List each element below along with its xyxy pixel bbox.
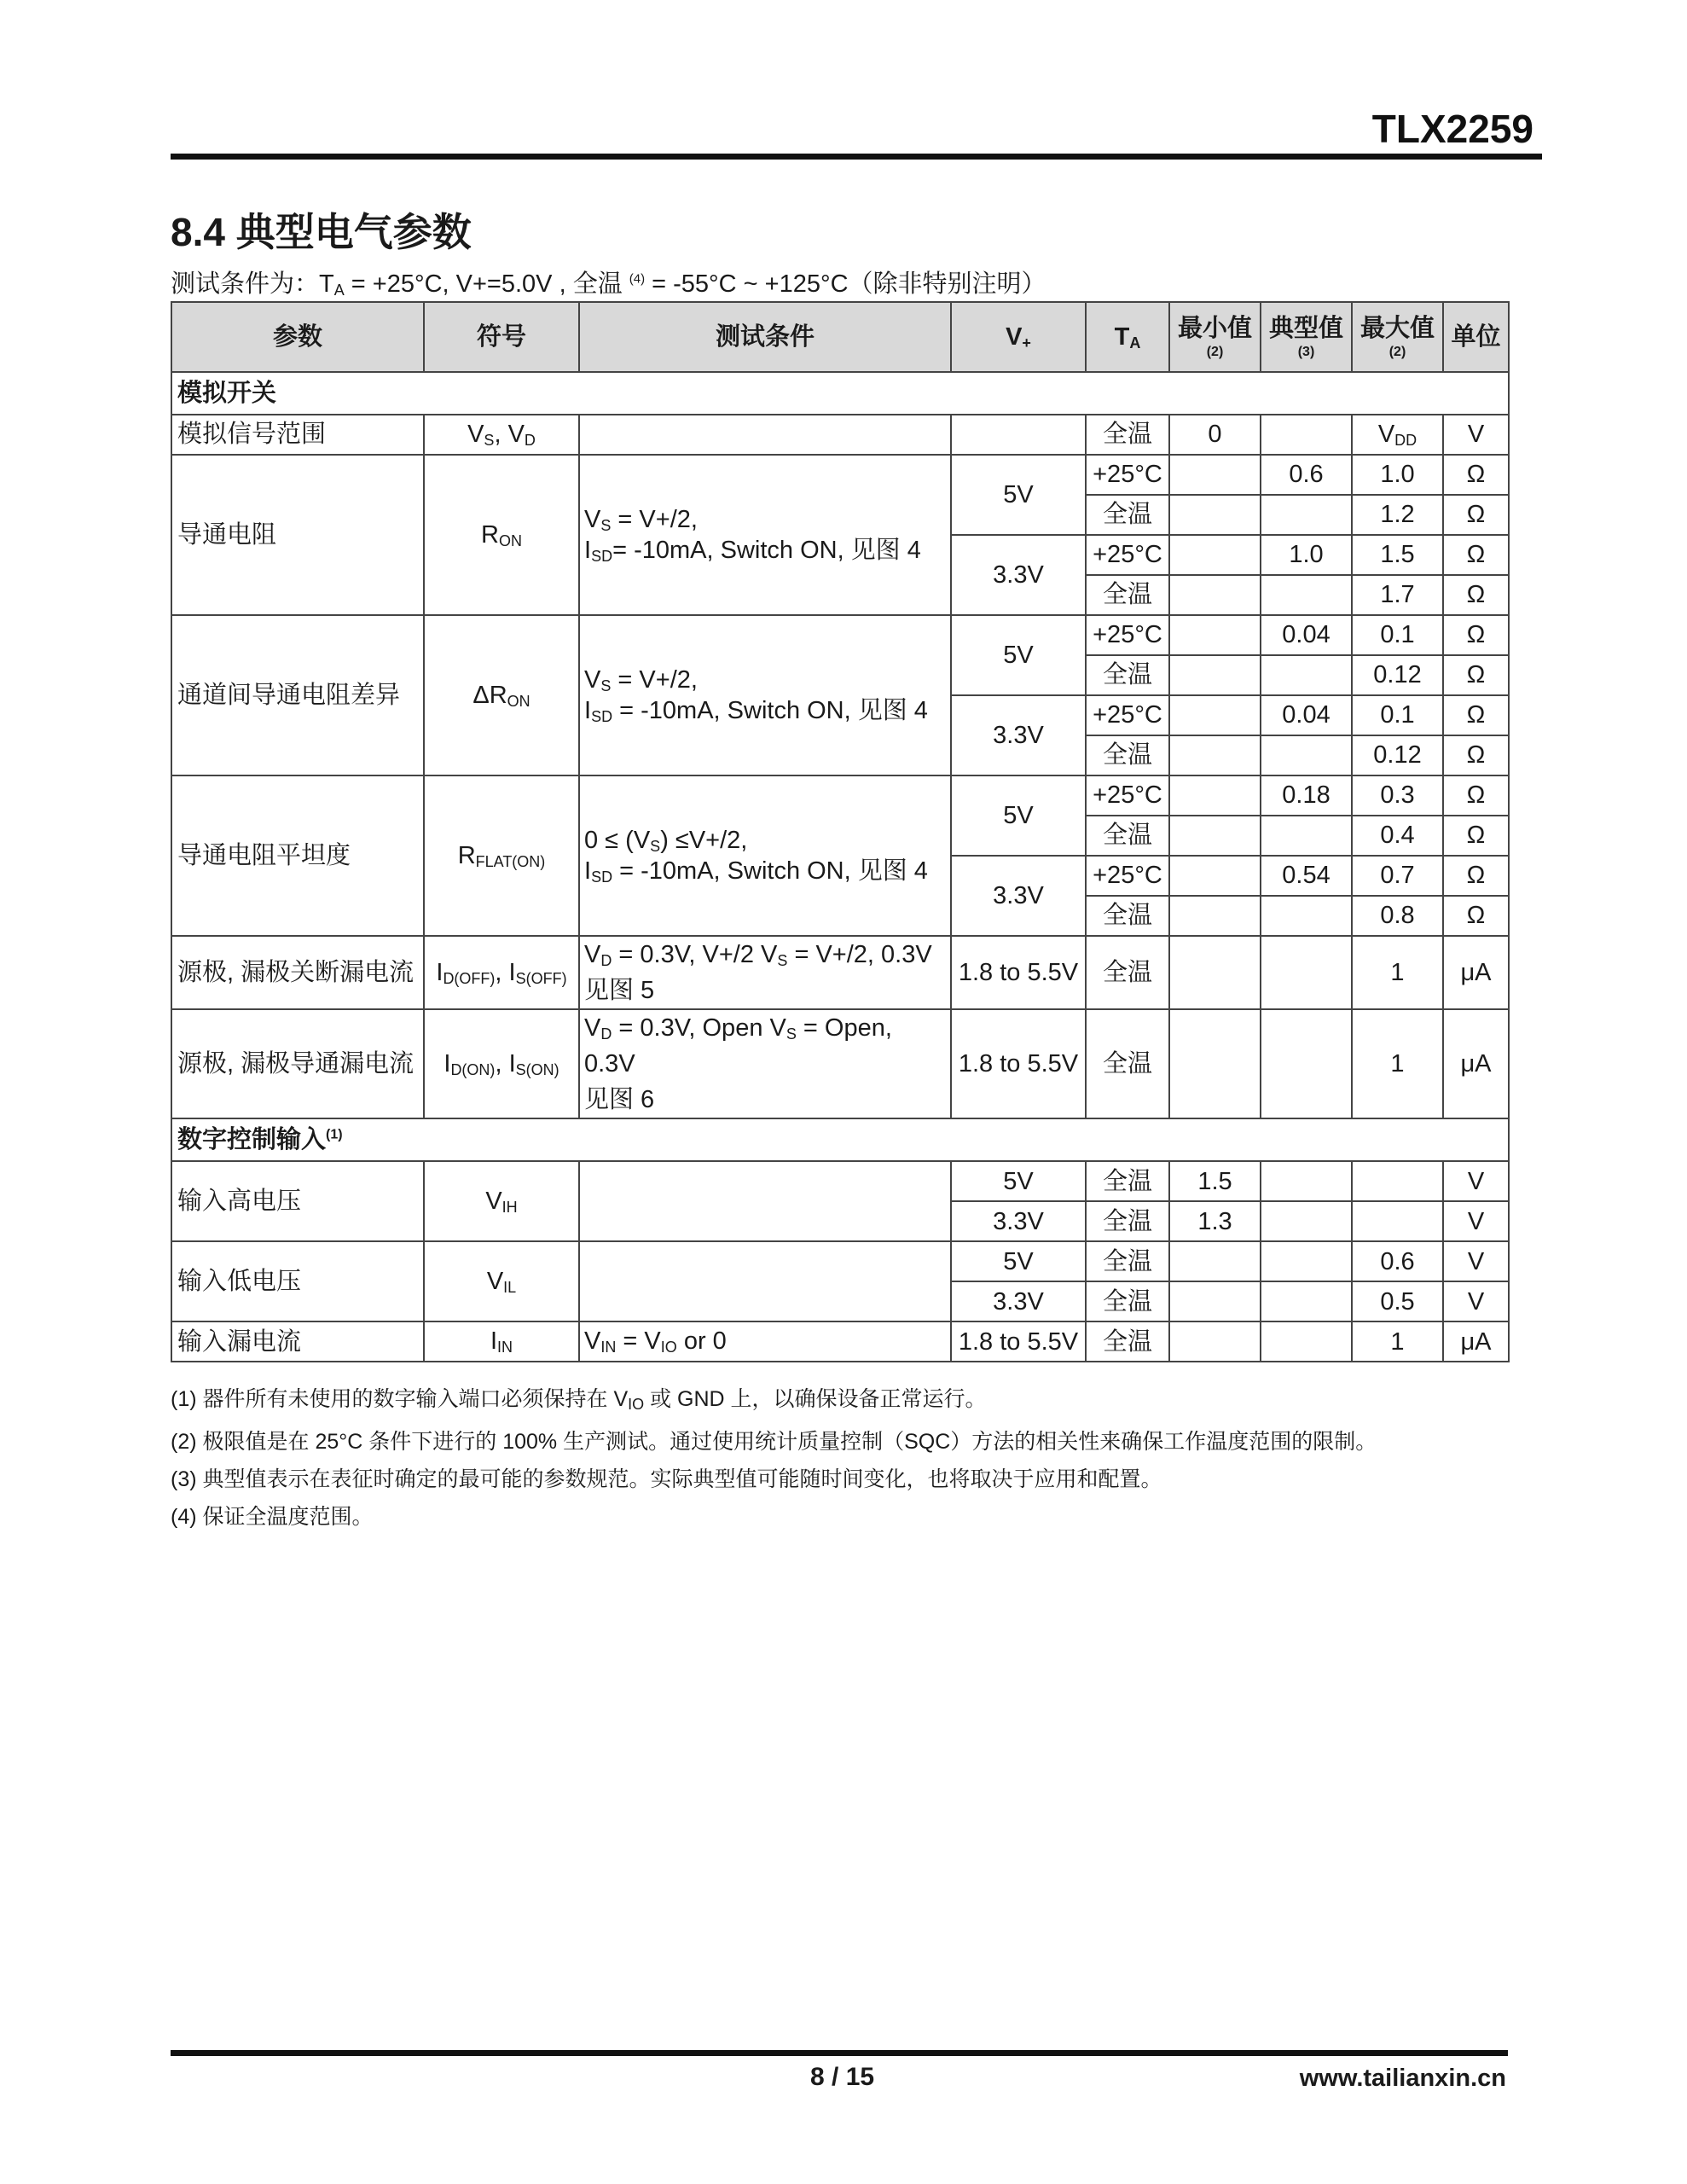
- min-cell: [1169, 535, 1261, 575]
- group-label: 数字控制输入$^{(1)}$: [171, 1118, 1509, 1161]
- ta-cell: 全温: [1086, 1241, 1169, 1281]
- min-cell: [1169, 856, 1261, 896]
- unit-cell: Ω: [1443, 655, 1509, 695]
- table-row: [171, 455, 1509, 495]
- vplus-cell: 3.3V: [951, 1201, 1086, 1241]
- min-cell: [1169, 575, 1261, 615]
- condition-cell: $V_{IN} = V_{IO}$ or 0: [579, 1321, 951, 1362]
- vplus-cell: 3.3V: [951, 1281, 1086, 1321]
- ta-cell: 全温: [1086, 575, 1169, 615]
- footnotes: [171, 1380, 1377, 1536]
- typ-cell: [1261, 1241, 1352, 1281]
- typ-cell: 0.04: [1261, 615, 1352, 655]
- ta-cell: 全温: [1086, 735, 1169, 775]
- min-cell: [1169, 1321, 1261, 1362]
- symbol-cell: $R_{FLAT(ON)}$: [424, 775, 579, 936]
- min-cell: [1169, 735, 1261, 775]
- table-row: [171, 1321, 1509, 1362]
- group-row-digital-input: [171, 1118, 1509, 1161]
- header-vplus: $V_+$: [951, 302, 1086, 372]
- typ-cell: [1261, 936, 1352, 1009]
- unit-cell: Ω: [1443, 816, 1509, 856]
- symbol-cell: $I_{D(OFF)}$, $I_{S(OFF)}$: [424, 936, 579, 1009]
- vplus-cell: 5V: [951, 1241, 1086, 1281]
- vplus-cell: 5V: [951, 615, 1086, 695]
- max-cell: 0.3: [1352, 775, 1443, 816]
- min-cell: [1169, 936, 1261, 1009]
- symbol-cell: $\Delta R_{ON}$: [424, 615, 579, 775]
- min-cell: [1169, 455, 1261, 495]
- typ-cell: [1261, 495, 1352, 535]
- param-cell: 导通电阻平坦度: [171, 775, 424, 936]
- table-row: [171, 1241, 1509, 1281]
- header-ta: $T_A$: [1086, 302, 1169, 372]
- typ-cell: 1.0: [1261, 535, 1352, 575]
- footnote-1: (1) 器件所有未使用的数字输入端口必须保持在 $V_{IO}$ 或 GND 上，以确保设备正常运行。: [171, 1387, 987, 1413]
- unit-cell: V: [1443, 1241, 1509, 1281]
- unit-cell: Ω: [1443, 775, 1509, 816]
- typ-cell: 0.54: [1261, 856, 1352, 896]
- max-cell: 1.0: [1352, 455, 1443, 495]
- vplus-cell: 3.3V: [951, 695, 1086, 775]
- vplus-cell: 5V: [951, 775, 1086, 856]
- header-param: 参数: [171, 302, 424, 372]
- max-cell: 1.5: [1352, 535, 1443, 575]
- unit-cell: Ω: [1443, 535, 1509, 575]
- footnote-3: (3) 典型值表示在表征时确定的最可能的参数规范。实际典型值可能随时间变化，也将取决于应用和配置。: [171, 1467, 1162, 1491]
- max-cell: [1352, 1161, 1443, 1201]
- symbol-cell: $V_S$, $V_D$: [424, 415, 579, 455]
- param-cell: 输入漏电流: [171, 1321, 424, 1362]
- group-label: 模拟开关: [171, 372, 1509, 415]
- max-cell: 0.1: [1352, 695, 1443, 735]
- max-cell: 1: [1352, 1321, 1443, 1362]
- unit-cell: Ω: [1443, 735, 1509, 775]
- max-cell: 0.4: [1352, 816, 1443, 856]
- table-header-row: [171, 302, 1509, 372]
- symbol-cell: $V_{IH}$: [424, 1161, 579, 1241]
- max-cell: 0.12: [1352, 735, 1443, 775]
- vplus-cell: 3.3V: [951, 856, 1086, 936]
- condition-cell: [579, 415, 951, 455]
- typ-cell: [1261, 896, 1352, 936]
- min-cell: [1169, 816, 1261, 856]
- max-cell: 0.6: [1352, 1241, 1443, 1281]
- ta-cell: 全温: [1086, 1201, 1169, 1241]
- unit-cell: μA: [1443, 1009, 1509, 1118]
- min-cell: [1169, 896, 1261, 936]
- param-cell: 模拟信号范围: [171, 415, 424, 455]
- unit-cell: Ω: [1443, 455, 1509, 495]
- vplus-cell: 1.8 to 5.5V: [951, 1009, 1086, 1118]
- unit-cell: V: [1443, 415, 1509, 455]
- condition-cell: [579, 1161, 951, 1241]
- vplus-cell: 3.3V: [951, 535, 1086, 615]
- typ-cell: 0.6: [1261, 455, 1352, 495]
- ta-cell: +25°C: [1086, 615, 1169, 655]
- typ-cell: [1261, 1161, 1352, 1201]
- unit-cell: Ω: [1443, 856, 1509, 896]
- ta-cell: 全温: [1086, 936, 1169, 1009]
- max-cell: 0.1: [1352, 615, 1443, 655]
- unit-cell: V: [1443, 1201, 1509, 1241]
- table-row: [171, 775, 1509, 816]
- unit-cell: Ω: [1443, 695, 1509, 735]
- ta-cell: +25°C: [1086, 775, 1169, 816]
- typ-cell: [1261, 1009, 1352, 1118]
- typ-cell: [1261, 1281, 1352, 1321]
- max-cell: 0.5: [1352, 1281, 1443, 1321]
- section-title: 8.4 典型电气参数: [171, 210, 472, 254]
- min-cell: [1169, 775, 1261, 816]
- table-row: [171, 1009, 1509, 1118]
- ta-cell: 全温: [1086, 1321, 1169, 1362]
- symbol-cell: $V_{IL}$: [424, 1241, 579, 1321]
- ta-cell: 全温: [1086, 816, 1169, 856]
- condition-cell: $0 \le (V_S) \le V+/2$, $I_{SD} = -10mA$, Switch ON, 见图 4: [579, 775, 951, 936]
- ta-cell: 全温: [1086, 1281, 1169, 1321]
- footer-rule: [171, 2050, 1508, 2056]
- vplus-cell: 1.8 to 5.5V: [951, 936, 1086, 1009]
- symbol-cell: $I_{IN}$: [424, 1321, 579, 1362]
- ta-cell: 全温: [1086, 1161, 1169, 1201]
- unit-cell: μA: [1443, 1321, 1509, 1362]
- ta-cell: 全温: [1086, 1009, 1169, 1118]
- part-number: TLX2259: [1371, 107, 1533, 151]
- header-typ: 典型值 (3): [1261, 302, 1352, 372]
- typ-cell: [1261, 575, 1352, 615]
- param-cell: 输入低电压: [171, 1241, 424, 1321]
- vplus-cell: 5V: [951, 1161, 1086, 1201]
- test-conditions: 测试条件为：$T_A = +25^\circ C$, V+=5.0V , 全温 $^{(4)}$ = -55°C ~ +125°C（除非特别注明）: [171, 270, 1046, 299]
- typ-cell: [1261, 816, 1352, 856]
- max-cell: 1.7: [1352, 575, 1443, 615]
- min-cell: [1169, 615, 1261, 655]
- min-cell: [1169, 695, 1261, 735]
- min-cell: 0: [1169, 415, 1261, 455]
- typ-cell: [1261, 735, 1352, 775]
- table-row: [171, 415, 1509, 455]
- unit-cell: μA: [1443, 936, 1509, 1009]
- param-cell: 输入高电压: [171, 1161, 424, 1241]
- max-cell: 0.7: [1352, 856, 1443, 896]
- min-cell: [1169, 655, 1261, 695]
- vplus-cell: 1.8 to 5.5V: [951, 1321, 1086, 1362]
- ta-cell: 全温: [1086, 415, 1169, 455]
- max-cell: 1: [1352, 1009, 1443, 1118]
- min-cell: [1169, 1241, 1261, 1281]
- ta-cell: +25°C: [1086, 455, 1169, 495]
- header-symbol: 符号: [424, 302, 579, 372]
- typ-cell: [1261, 655, 1352, 695]
- page-number: 8 / 15: [810, 2063, 875, 2091]
- condition-cell: $V_D = 0.3V$, V+/2 $V_S = V+/2$, 0.3V 见图 5: [579, 936, 951, 1009]
- ta-cell: 全温: [1086, 655, 1169, 695]
- min-cell: 1.3: [1169, 1201, 1261, 1241]
- website-link[interactable]: www.tailianxin.cn: [1299, 2065, 1506, 2092]
- footnote-4: (4) 保证全温度范围。: [171, 1505, 374, 1529]
- typ-cell: [1261, 1201, 1352, 1241]
- condition-cell: [579, 1241, 951, 1321]
- ta-cell: +25°C: [1086, 535, 1169, 575]
- min-cell: [1169, 1009, 1261, 1118]
- unit-cell: Ω: [1443, 575, 1509, 615]
- header-min: 最小值 (2): [1169, 302, 1261, 372]
- condition-cell: $V_D = 0.3V$, Open $V_S$ = Open, 0.3V 见图 6: [579, 1009, 951, 1118]
- max-cell: 1.2: [1352, 495, 1443, 535]
- min-cell: [1169, 1281, 1261, 1321]
- unit-cell: Ω: [1443, 495, 1509, 535]
- symbol-cell: $I_{D(ON)}$, $I_{S(ON)}$: [424, 1009, 579, 1118]
- symbol-cell: $R_{ON}$: [424, 455, 579, 615]
- header-rule: [171, 154, 1542, 160]
- condition-cell: $V_S = V+/2$, $I_{SD}= -10mA$, Switch ON, 见图 4: [579, 455, 951, 615]
- ta-cell: 全温: [1086, 896, 1169, 936]
- table-row: [171, 936, 1509, 1009]
- unit-cell: Ω: [1443, 615, 1509, 655]
- typ-cell: [1261, 1321, 1352, 1362]
- max-cell: 0.12: [1352, 655, 1443, 695]
- table-row: [171, 1161, 1509, 1201]
- unit-cell: Ω: [1443, 896, 1509, 936]
- header-condition: 测试条件: [579, 302, 951, 372]
- min-cell: [1169, 495, 1261, 535]
- unit-cell: V: [1443, 1161, 1509, 1201]
- ta-cell: 全温: [1086, 495, 1169, 535]
- electrical-parameters-table: [171, 301, 1510, 1362]
- vplus-cell: 5V: [951, 455, 1086, 535]
- vplus-cell: [951, 415, 1086, 455]
- header-unit: 单位: [1443, 302, 1509, 372]
- table-row: [171, 615, 1509, 655]
- param-cell: 通道间导通电阻差异: [171, 615, 424, 775]
- min-cell: 1.5: [1169, 1161, 1261, 1201]
- typ-cell: [1261, 415, 1352, 455]
- max-cell: $V_{DD}$: [1352, 415, 1443, 455]
- param-cell: 导通电阻: [171, 455, 424, 615]
- max-cell: 0.8: [1352, 896, 1443, 936]
- param-cell: 源极, 漏极关断漏电流: [171, 936, 424, 1009]
- group-row-analog-switch: [171, 372, 1509, 415]
- footnote-2: (2) 极限值是在 25°C 条件下进行的 100% 生产测试。通过使用统计质量控制（SQC）方法的相关性来确保工作温度范围的限制。: [171, 1430, 1377, 1454]
- ta-cell: +25°C: [1086, 856, 1169, 896]
- param-cell: 源极, 漏极导通漏电流: [171, 1009, 424, 1118]
- max-cell: [1352, 1201, 1443, 1241]
- header-max: 最大值 (2): [1352, 302, 1443, 372]
- unit-cell: V: [1443, 1281, 1509, 1321]
- ta-cell: +25°C: [1086, 695, 1169, 735]
- max-cell: 1: [1352, 936, 1443, 1009]
- typ-cell: 0.18: [1261, 775, 1352, 816]
- typ-cell: 0.04: [1261, 695, 1352, 735]
- condition-cell: $V_S = V+/2$, $I_{SD} = -10mA$, Switch ON, 见图 4: [579, 615, 951, 775]
